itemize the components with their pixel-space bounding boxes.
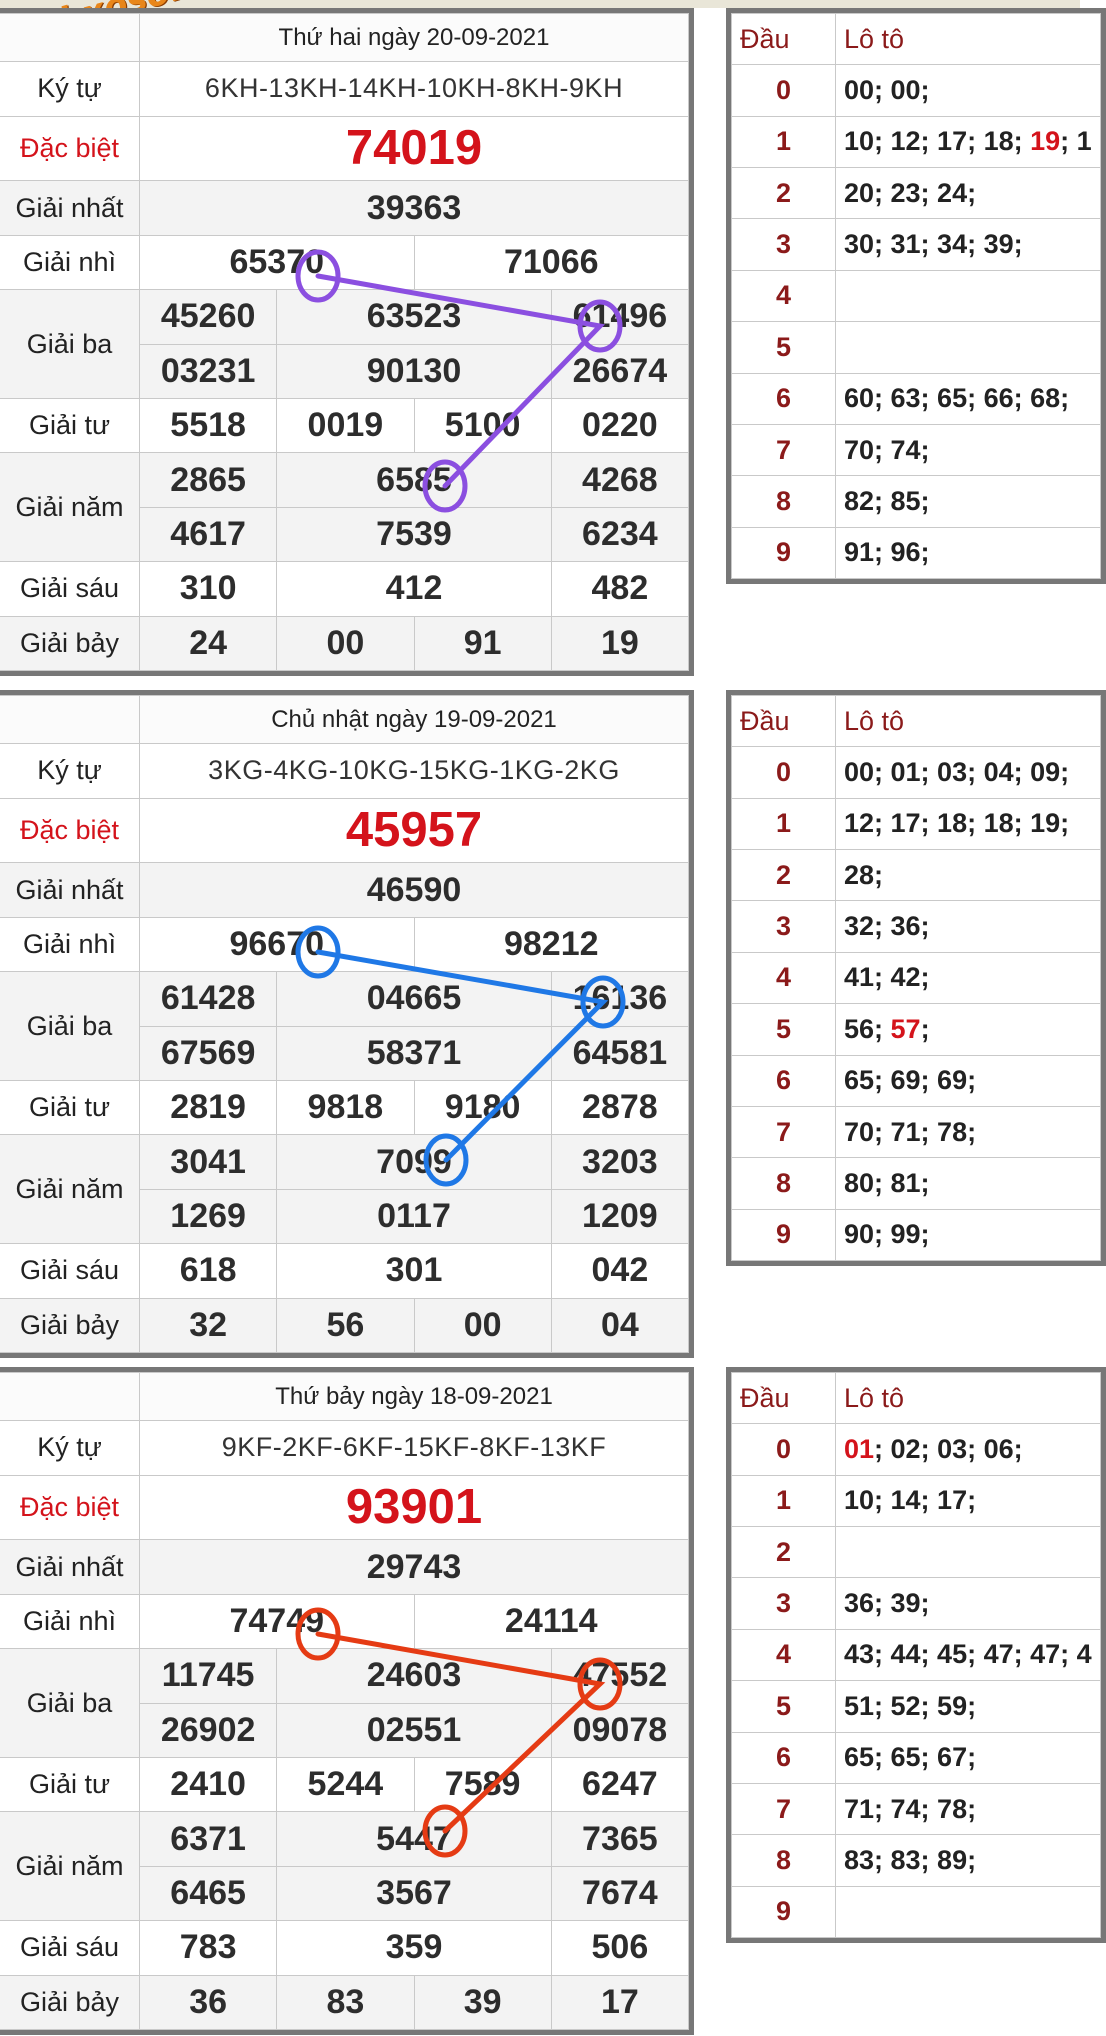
dau-digit: 6 bbox=[732, 1732, 836, 1783]
fifth-prize: 7365 bbox=[551, 1812, 688, 1866]
first-label: Giải nhất bbox=[0, 1540, 140, 1594]
seventh-prize: 91 bbox=[414, 616, 551, 670]
fourth-prize: 2819 bbox=[140, 1080, 277, 1134]
loto-values bbox=[836, 219, 1101, 270]
loto-text: 32; 36; bbox=[844, 911, 930, 942]
loto-text: 71; 74; 78; bbox=[844, 1793, 977, 1824]
seventh-prize: 36 bbox=[140, 1975, 277, 2029]
third-label: Giải ba bbox=[0, 1649, 140, 1758]
loto-header: Lô tô bbox=[836, 1373, 1101, 1424]
sixth-prize: 310 bbox=[140, 562, 277, 616]
sixth-prize: 482 bbox=[551, 562, 688, 616]
loto-text: 70; 71; 78; bbox=[844, 1116, 977, 1147]
seventh-prize: 00 bbox=[414, 1298, 551, 1352]
sixth-label: Giải sáu bbox=[0, 562, 140, 616]
seventh-prize: 83 bbox=[277, 1975, 414, 2029]
first-label: Giải nhất bbox=[0, 863, 140, 917]
fifth-prize: 4268 bbox=[551, 453, 688, 507]
loto-values bbox=[836, 1475, 1101, 1526]
loto-values bbox=[836, 1629, 1101, 1680]
fifth-prize: 3203 bbox=[551, 1135, 688, 1189]
dau-digit: 1 bbox=[732, 1475, 836, 1526]
dau-digit: 8 bbox=[732, 1835, 836, 1886]
dau-digit: 2 bbox=[732, 168, 836, 219]
sixth-prize: 412 bbox=[277, 562, 552, 616]
fifth-prize: 3041 bbox=[140, 1135, 277, 1189]
dau-digit: 5 bbox=[732, 1004, 836, 1055]
second-label: Giải nhì bbox=[0, 235, 140, 289]
dau-digit: 6 bbox=[732, 1055, 836, 1106]
first-prize: 46590 bbox=[140, 863, 689, 917]
dau-digit: 5 bbox=[732, 322, 836, 373]
fifth-prize: 2865 bbox=[140, 453, 277, 507]
fifth-prize: 7099 bbox=[277, 1135, 552, 1189]
loto-table bbox=[726, 8, 1106, 584]
third-prize: 67569 bbox=[140, 1026, 277, 1080]
third-prize: 04665 bbox=[277, 972, 552, 1026]
loto-text: 36; 39; bbox=[844, 1588, 930, 1619]
sixth-label: Giải sáu bbox=[0, 1921, 140, 1975]
fourth-prize: 6247 bbox=[551, 1757, 688, 1811]
dau-header: Đầu bbox=[732, 696, 836, 747]
dau-digit: 9 bbox=[732, 1886, 836, 1937]
second-label: Giải nhì bbox=[0, 917, 140, 971]
dau-digit: 8 bbox=[732, 476, 836, 527]
sixth-prize: 042 bbox=[551, 1244, 688, 1298]
loto-values bbox=[836, 373, 1101, 424]
first-prize: 29743 bbox=[140, 1540, 689, 1594]
loto-text: ; bbox=[920, 1013, 930, 1044]
third-prize: 26902 bbox=[140, 1703, 277, 1757]
fifth-prize: 6371 bbox=[140, 1812, 277, 1866]
loto-text: 12; 17; 18; 18; 19; bbox=[844, 808, 1070, 839]
loto-text: 90; 99; bbox=[844, 1219, 930, 1250]
fourth-prize: 2410 bbox=[140, 1757, 277, 1811]
dau-header: Đầu bbox=[732, 14, 836, 65]
loto-values bbox=[836, 1004, 1101, 1055]
loto-header: Lô tô bbox=[836, 14, 1101, 65]
dau-digit: 9 bbox=[732, 1209, 836, 1260]
fourth-prize: 9180 bbox=[414, 1080, 551, 1134]
draw-section bbox=[0, 690, 1080, 1358]
dau-digit: 4 bbox=[732, 270, 836, 321]
loto-values bbox=[836, 1209, 1101, 1260]
fifth-prize: 6234 bbox=[551, 507, 688, 561]
fourth-label: Giải tư bbox=[0, 398, 140, 452]
loto-values bbox=[836, 1578, 1101, 1629]
first-prize: 39363 bbox=[140, 181, 689, 235]
fourth-label: Giải tư bbox=[0, 1080, 140, 1134]
loto-values bbox=[836, 527, 1101, 578]
results-table bbox=[0, 690, 694, 1358]
draw-section bbox=[0, 8, 1092, 676]
dau-digit: 1 bbox=[732, 798, 836, 849]
loto-values bbox=[836, 1055, 1101, 1106]
header-spacer bbox=[0, 14, 140, 62]
loto-table bbox=[726, 690, 1106, 1266]
draw-code: 3KG-4KG-10KG-15KG-1KG-2KG bbox=[140, 744, 689, 798]
dau-digit: 1 bbox=[732, 116, 836, 167]
dau-digit: 3 bbox=[732, 219, 836, 270]
loto-text: 70; 74; bbox=[844, 434, 930, 465]
third-prize: 58371 bbox=[277, 1026, 552, 1080]
loto-text: 28; bbox=[844, 859, 884, 890]
loto-text: 65; 69; 69; bbox=[844, 1065, 977, 1096]
third-prize: 47552 bbox=[551, 1649, 688, 1703]
fifth-label: Giải năm bbox=[0, 1135, 140, 1244]
fourth-prize: 0019 bbox=[277, 398, 414, 452]
fifth-prize: 1269 bbox=[140, 1189, 277, 1243]
draw-section bbox=[0, 1367, 1092, 2035]
loto-text: 43; 44; 45; 47; 47; 4 bbox=[844, 1639, 1092, 1670]
fourth-prize: 5100 bbox=[414, 398, 551, 452]
seventh-label: Giải bảy bbox=[0, 1975, 140, 2029]
fifth-label: Giải năm bbox=[0, 1812, 140, 1921]
loto-text: 82; 85; bbox=[844, 485, 930, 516]
fourth-prize: 7589 bbox=[414, 1757, 551, 1811]
fourth-prize: 9818 bbox=[277, 1080, 414, 1134]
dau-header: Đầu bbox=[732, 1373, 836, 1424]
dau-digit: 6 bbox=[732, 373, 836, 424]
loto-text: 60; 63; 65; 66; 68; bbox=[844, 383, 1070, 414]
code-label: Ký tự bbox=[0, 62, 140, 116]
loto-values bbox=[836, 270, 1101, 321]
special-prize: 93901 bbox=[140, 1475, 689, 1540]
seventh-prize: 56 bbox=[277, 1298, 414, 1352]
third-prize: 09078 bbox=[551, 1703, 688, 1757]
loto-header: Lô tô bbox=[836, 696, 1101, 747]
loto-values bbox=[836, 1424, 1101, 1475]
loto-text: ; 1 bbox=[1060, 126, 1092, 157]
fifth-prize: 1209 bbox=[551, 1189, 688, 1243]
seventh-prize: 19 bbox=[551, 616, 688, 670]
draw-date: Chủ nhật ngày 19-09-2021 bbox=[140, 696, 689, 744]
third-prize: 61496 bbox=[551, 290, 688, 344]
loto-highlight: 57 bbox=[890, 1013, 921, 1044]
dau-digit: 4 bbox=[732, 952, 836, 1003]
loto-highlight: 19 bbox=[1030, 126, 1061, 157]
loto-text: 80; 81; bbox=[844, 1167, 930, 1198]
draw-date: Thứ hai ngày 20-09-2021 bbox=[140, 14, 689, 62]
loto-table bbox=[726, 1367, 1106, 1943]
loto-values bbox=[836, 322, 1101, 373]
second-prize: 98212 bbox=[414, 917, 689, 971]
loto-values bbox=[836, 747, 1101, 798]
loto-text: 91; 96; bbox=[844, 537, 930, 568]
sixth-prize: 618 bbox=[140, 1244, 277, 1298]
loto-values bbox=[836, 116, 1101, 167]
dau-digit: 3 bbox=[732, 901, 836, 952]
loto-text: 20; 23; 24; bbox=[844, 177, 977, 208]
loto-values bbox=[836, 1527, 1101, 1578]
fifth-prize: 7539 bbox=[277, 507, 552, 561]
second-prize: 71066 bbox=[414, 235, 689, 289]
dau-digit: 2 bbox=[732, 1527, 836, 1578]
fifth-prize: 5447 bbox=[277, 1812, 552, 1866]
dau-digit: 9 bbox=[732, 527, 836, 578]
fifth-prize: 4617 bbox=[140, 507, 277, 561]
draw-code: 9KF-2KF-6KF-15KF-8KF-13KF bbox=[140, 1421, 689, 1475]
loto-text: 30; 31; 34; 39; bbox=[844, 229, 1023, 260]
fifth-prize: 3567 bbox=[277, 1866, 552, 1920]
third-prize: 63523 bbox=[277, 290, 552, 344]
loto-values bbox=[836, 424, 1101, 475]
first-label: Giải nhất bbox=[0, 181, 140, 235]
third-prize: 61428 bbox=[140, 972, 277, 1026]
draw-code: 6KH-13KH-14KH-10KH-8KH-9KH bbox=[140, 62, 689, 116]
loto-text: 10; 14; 17; bbox=[844, 1485, 977, 1516]
third-label: Giải ba bbox=[0, 972, 140, 1081]
dau-digit: 7 bbox=[732, 1783, 836, 1834]
second-prize: 74749 bbox=[140, 1594, 415, 1648]
seventh-prize: 17 bbox=[551, 1975, 688, 2029]
dau-digit: 0 bbox=[732, 747, 836, 798]
second-prize: 24114 bbox=[414, 1594, 689, 1648]
loto-text: 65; 65; 67; bbox=[844, 1742, 977, 1773]
seventh-label: Giải bảy bbox=[0, 1298, 140, 1352]
loto-values bbox=[836, 1886, 1101, 1937]
header-spacer bbox=[0, 1373, 140, 1421]
seventh-prize: 00 bbox=[277, 616, 414, 670]
dau-digit: 2 bbox=[732, 850, 836, 901]
seventh-prize: 24 bbox=[140, 616, 277, 670]
seventh-prize: 39 bbox=[414, 1975, 551, 2029]
loto-text: 10; 12; 17; 18; bbox=[844, 126, 1031, 157]
code-label: Ký tự bbox=[0, 1421, 140, 1475]
fourth-prize: 0220 bbox=[551, 398, 688, 452]
header-spacer bbox=[0, 696, 140, 744]
dau-digit: 3 bbox=[732, 1578, 836, 1629]
seventh-prize: 32 bbox=[140, 1298, 277, 1352]
loto-text: ; 02; 03; 06; bbox=[874, 1434, 1023, 1465]
loto-text: 83; 83; 89; bbox=[844, 1844, 977, 1875]
loto-text: 56; bbox=[844, 1013, 891, 1044]
loto-values bbox=[836, 901, 1101, 952]
fourth-prize: 5518 bbox=[140, 398, 277, 452]
third-prize: 64581 bbox=[551, 1026, 688, 1080]
fifth-prize: 7674 bbox=[551, 1866, 688, 1920]
fourth-prize: 5244 bbox=[277, 1757, 414, 1811]
special-prize: 74019 bbox=[140, 116, 689, 181]
draw-date: Thứ bảy ngày 18-09-2021 bbox=[140, 1373, 689, 1421]
seventh-prize: 04 bbox=[551, 1298, 688, 1352]
third-prize: 24603 bbox=[277, 1649, 552, 1703]
fifth-label: Giải năm bbox=[0, 453, 140, 562]
second-prize: 96670 bbox=[140, 917, 415, 971]
third-prize: 26674 bbox=[551, 344, 688, 398]
fourth-label: Giải tư bbox=[0, 1757, 140, 1811]
third-prize: 16136 bbox=[551, 972, 688, 1026]
loto-values bbox=[836, 476, 1101, 527]
fifth-prize: 6465 bbox=[140, 1866, 277, 1920]
fifth-prize: 6585 bbox=[277, 453, 552, 507]
fifth-prize: 0117 bbox=[277, 1189, 552, 1243]
third-prize: 45260 bbox=[140, 290, 277, 344]
second-label: Giải nhì bbox=[0, 1594, 140, 1648]
loto-highlight: 01 bbox=[844, 1434, 875, 1465]
third-label: Giải ba bbox=[0, 290, 140, 399]
dau-digit: 7 bbox=[732, 1106, 836, 1157]
sixth-prize: 301 bbox=[277, 1244, 552, 1298]
third-prize: 03231 bbox=[140, 344, 277, 398]
loto-values bbox=[836, 1106, 1101, 1157]
dau-digit: 7 bbox=[732, 424, 836, 475]
third-prize: 90130 bbox=[277, 344, 552, 398]
sixth-prize: 359 bbox=[277, 1921, 552, 1975]
results-table bbox=[0, 1367, 694, 2035]
sixth-prize: 506 bbox=[551, 1921, 688, 1975]
seventh-label: Giải bảy bbox=[0, 616, 140, 670]
loto-values bbox=[836, 1835, 1101, 1886]
loto-values bbox=[836, 65, 1101, 116]
special-label: Đặc biệt bbox=[0, 1475, 140, 1540]
third-prize: 02551 bbox=[277, 1703, 552, 1757]
fourth-prize: 2878 bbox=[551, 1080, 688, 1134]
loto-values bbox=[836, 798, 1101, 849]
loto-text: 00; 00; bbox=[844, 75, 930, 106]
dau-digit: 5 bbox=[732, 1681, 836, 1732]
results-table bbox=[0, 8, 694, 676]
loto-values bbox=[836, 850, 1101, 901]
special-prize: 45957 bbox=[140, 798, 689, 863]
loto-text: 00; 01; 03; 04; 09; bbox=[844, 757, 1070, 788]
third-prize: 11745 bbox=[140, 1649, 277, 1703]
second-prize: 65370 bbox=[140, 235, 415, 289]
loto-values bbox=[836, 1158, 1101, 1209]
sixth-label: Giải sáu bbox=[0, 1244, 140, 1298]
sixth-prize: 783 bbox=[140, 1921, 277, 1975]
special-label: Đặc biệt bbox=[0, 116, 140, 181]
dau-digit: 0 bbox=[732, 1424, 836, 1475]
loto-text: 41; 42; bbox=[844, 962, 930, 993]
loto-values bbox=[836, 168, 1101, 219]
loto-values bbox=[836, 1732, 1101, 1783]
dau-digit: 0 bbox=[732, 65, 836, 116]
dau-digit: 8 bbox=[732, 1158, 836, 1209]
loto-text: 51; 52; 59; bbox=[844, 1690, 977, 1721]
loto-values bbox=[836, 1681, 1101, 1732]
loto-values bbox=[836, 1783, 1101, 1834]
code-label: Ký tự bbox=[0, 744, 140, 798]
dau-digit: 4 bbox=[732, 1629, 836, 1680]
loto-values bbox=[836, 952, 1101, 1003]
special-label: Đặc biệt bbox=[0, 798, 140, 863]
